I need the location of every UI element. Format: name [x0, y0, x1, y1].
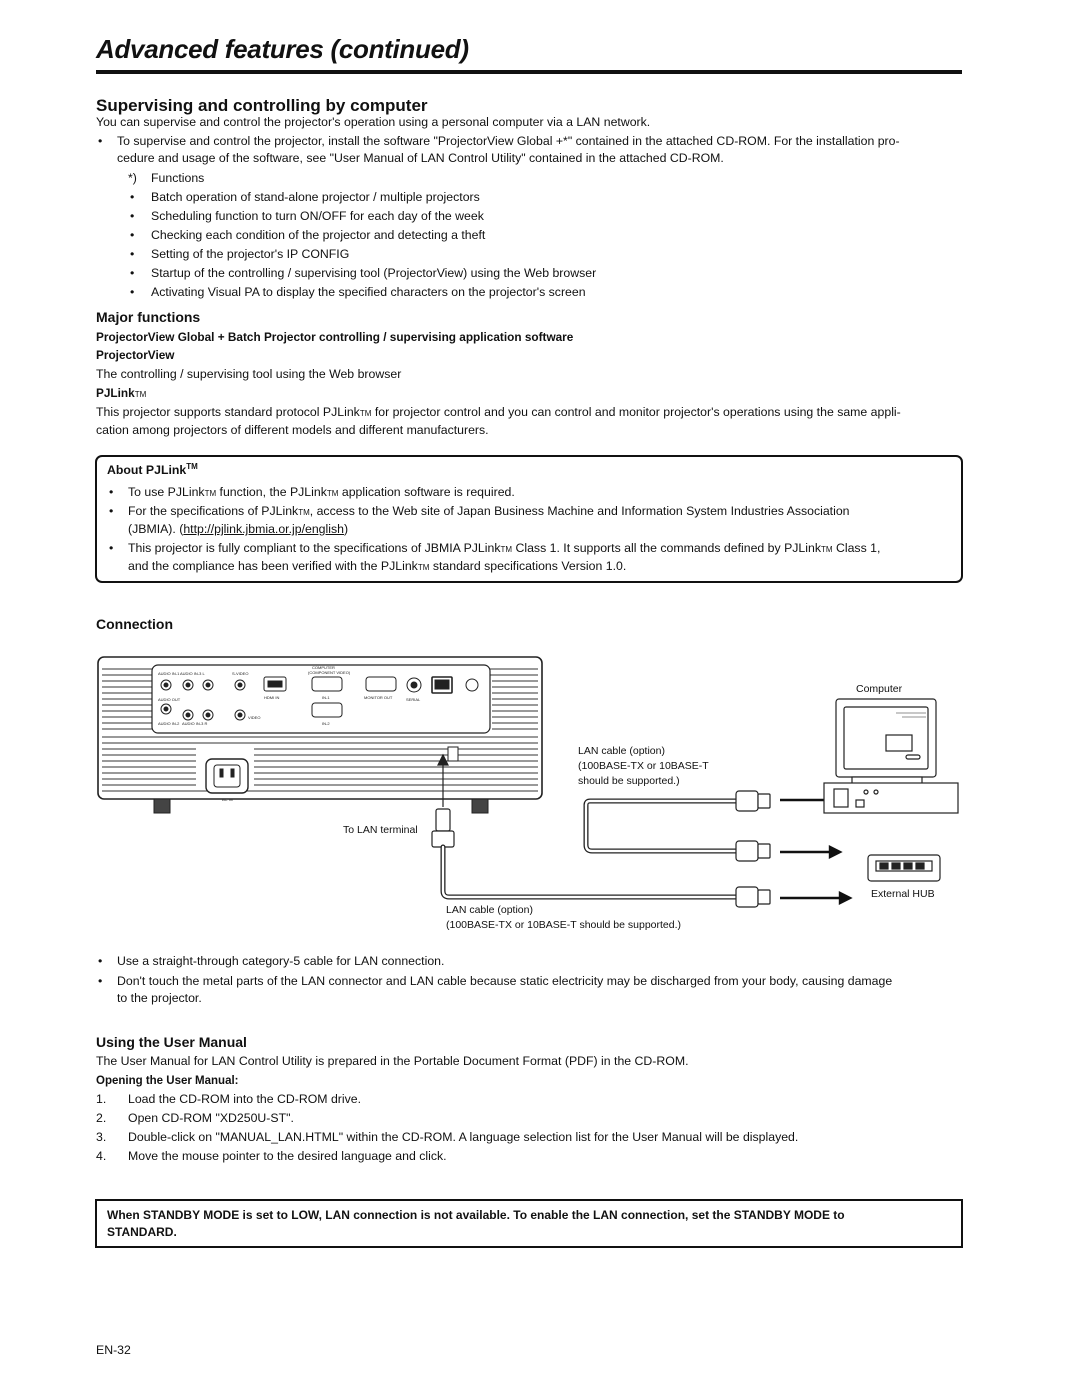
panel-label: COMPUTER	[312, 665, 335, 670]
user-manual-desc: The User Manual for LAN Control Utility is prepared in the Portable Document Format (PDF) in the CD-ROM.	[96, 1054, 689, 1068]
pjlink-url-link[interactable]: http://pjlink.jbmia.or.jp/english	[183, 522, 344, 536]
connection-note: • Use a straight-through category-5 cable for LAN connection.	[96, 953, 966, 970]
section-intro: You can supervise and control the projector's operation using a personal computer via a LAN network.	[96, 115, 651, 129]
lan-cable-label-1: LAN cable (option) (100BASE-TX or 10BASE-T should be supported.)	[578, 745, 709, 787]
computer-illustration	[824, 699, 958, 813]
panel-label: IN-2	[322, 721, 330, 726]
panel-label: AUDIO IN-3 L	[180, 671, 205, 676]
manual-step: 3. Double-click on "MANUAL_LAN.HTML" within the CD-ROM. A language selection list for the User Manual will be displayed.	[96, 1130, 799, 1144]
panel-label: AC IN	[222, 797, 233, 802]
pv-desc: The controlling / supervising tool using the Web browser	[96, 367, 402, 381]
section-heading: Supervising and controlling by computer	[96, 96, 428, 115]
user-manual-heading: Using the User Manual	[96, 1034, 247, 1050]
panel-label: AUDIO IN-1	[158, 671, 180, 676]
pjlink-desc: This projector supports standard protocol PJLinkTM for projector control and you can control and monitor projector's operations using the same appli- cation among projectors of different models and different manufacturers.	[96, 405, 901, 437]
panel-label: AUDIO OUT	[158, 697, 181, 702]
external-hub-illustration	[868, 855, 940, 881]
about-bullet: • To use PJLinkTM function, the PJLinkTM application software is required.	[107, 484, 957, 502]
function-item: • Activating Visual PA to display the specified characters on the projector's screen	[96, 283, 966, 302]
about-pjlink-box	[95, 455, 963, 583]
panel-label: AUDIO IN-2	[158, 721, 180, 726]
function-item: • Scheduling function to turn ON/OFF for each day of the week	[96, 207, 966, 226]
about-bullet: • This projector is fully compliant to the specifications of JBMIA PJLinkTM Class 1. It supports all the commands defined by PJLinkTM Class 1, and the compliance has been verified with the PJLinkTM standard specifications Version 1.0.	[107, 540, 957, 576]
major-functions-heading: Major functions	[96, 309, 201, 325]
title-rule	[96, 70, 962, 74]
panel-label: S-VIDEO	[232, 671, 249, 676]
about-bullet: • For the specifications of PJLinkTM, access to the Web site of Japan Business Machine and Information System Industries Association (JBMIA). (http://pjlink.jbmia.or.jp/english)	[107, 503, 957, 538]
manual-step: 4. Move the mouse pointer to the desired language and click.	[96, 1149, 447, 1163]
function-item: • Setting of the projector's IP CONFIG	[96, 245, 966, 264]
standby-note-text: When STANDBY MODE is set to LOW, LAN connection is not available. To enable the LAN connection, set the STANDBY MODE to STANDARD.	[107, 1208, 845, 1239]
manual-step: 2. Open CD-ROM "XD250U-ST".	[96, 1111, 294, 1125]
panel-label: (COMPONENT VIDEO)	[308, 670, 351, 675]
projector-rear-panel	[98, 657, 542, 813]
computer-label: Computer	[856, 683, 903, 695]
panel-label: IN-1	[322, 695, 330, 700]
panel-label: VIDEO	[248, 715, 261, 720]
page-title: Advanced features (continued)	[96, 34, 469, 64]
panel-label: MONITOR OUT	[364, 695, 393, 700]
lan-cable	[443, 801, 736, 897]
connection-diagram	[96, 655, 966, 945]
install-bullet: • To supervise and control the projector, install the software "ProjectorView Global +*" contained in the attached CD-ROM. For the installation pro- cedure and usage of the software, see "User Manual of LAN Control Utility" contained in the attached CD-ROM.	[96, 133, 966, 167]
standby-note-box	[95, 1199, 963, 1248]
lan-cable-label-2: LAN cable (option) (100BASE-TX or 10BASE-T should be supported.)	[446, 904, 682, 931]
connection-note: • Don't touch the metal parts of the LAN connector and LAN cable because static electricity may be discharged from your body, causing damage to the projector.	[96, 973, 966, 1007]
panel-label: HDMI IN	[264, 695, 280, 700]
opening-manual-title: Opening the User Manual:	[96, 1075, 239, 1087]
function-item: • Batch operation of stand-alone projector / multiple projectors	[96, 188, 966, 207]
panel-label: SERIAL	[406, 697, 421, 702]
pvg-line: ProjectorView Global + Batch Projector controlling / supervising application software	[96, 330, 574, 344]
about-pjlink-title: About PJLink™	[107, 462, 198, 478]
function-item: • Checking each condition of the projector and detecting a theft	[96, 226, 966, 245]
external-hub-label: External HUB	[871, 888, 935, 900]
lan-plug	[736, 791, 770, 907]
page-number: EN-32	[96, 1343, 131, 1357]
manual-step: 1. Load the CD-ROM into the CD-ROM drive.	[96, 1092, 362, 1106]
pjlink-title: PJLinkTM	[96, 386, 147, 400]
pv-title: ProjectorView	[96, 348, 175, 362]
functions-label: *) Functions	[128, 171, 205, 185]
to-lan-terminal-label: To LAN terminal	[343, 824, 418, 836]
connection-heading: Connection	[96, 616, 173, 632]
panel-label: AUDIO IN-3 R	[182, 721, 208, 726]
function-item: • Startup of the controlling / supervising tool (ProjectorView) using the Web browser	[96, 264, 966, 283]
